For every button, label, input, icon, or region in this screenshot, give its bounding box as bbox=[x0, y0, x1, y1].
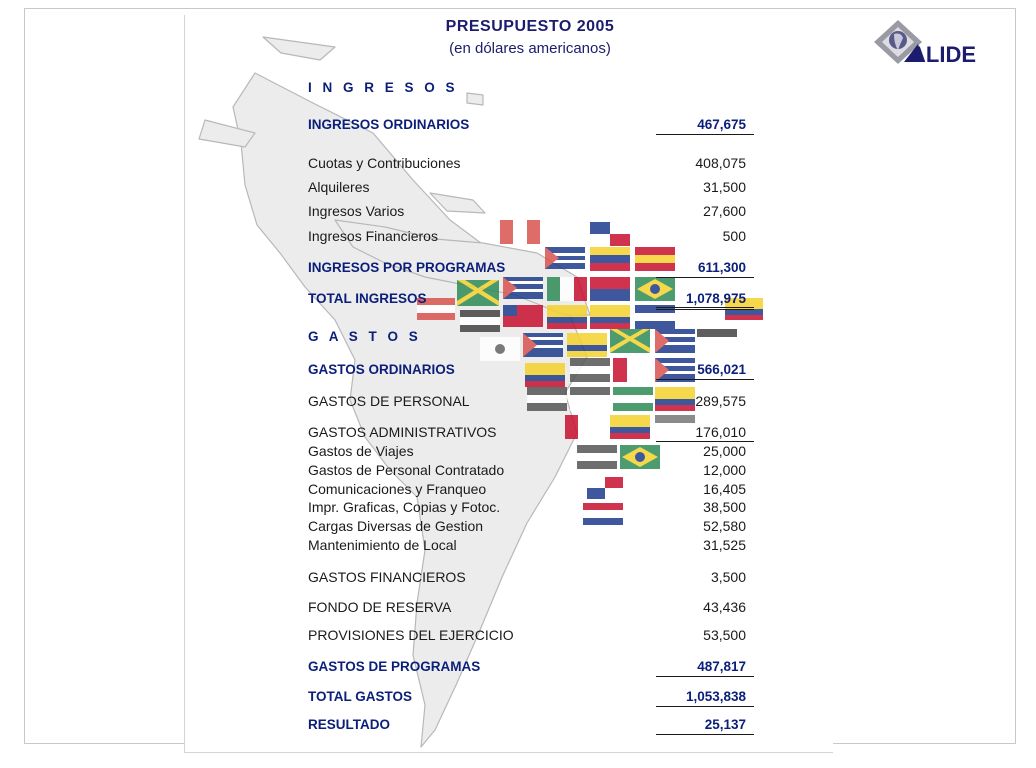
row-value: 25,137 bbox=[704, 717, 746, 732]
row-value: 27,600 bbox=[703, 203, 746, 219]
row-label: G A S T O S bbox=[308, 329, 422, 344]
double-underline bbox=[656, 307, 754, 310]
table-row bbox=[308, 202, 754, 220]
section-ingresos bbox=[308, 79, 754, 97]
row-value: 500 bbox=[722, 228, 746, 244]
row-label: Cuotas y Contribuciones bbox=[308, 155, 461, 171]
alide-logo bbox=[870, 18, 1005, 68]
page-subtitle: (en dólares americanos) bbox=[449, 40, 611, 57]
table-row bbox=[308, 598, 754, 616]
row-value: 611,300 bbox=[697, 260, 746, 275]
row-value: 487,817 bbox=[697, 659, 746, 674]
table-row bbox=[308, 259, 754, 277]
table-row bbox=[308, 536, 754, 554]
table-row bbox=[308, 498, 754, 516]
row-value: 31,525 bbox=[703, 537, 746, 553]
table-row bbox=[308, 626, 754, 644]
table-row bbox=[308, 480, 754, 498]
row-label: GASTOS ORDINARIOS bbox=[308, 362, 455, 377]
row-value: 31,500 bbox=[703, 179, 746, 195]
row-value: 12,000 bbox=[703, 462, 746, 478]
underline bbox=[656, 379, 754, 380]
underline bbox=[656, 706, 754, 707]
row-label: Alquileres bbox=[308, 179, 370, 195]
row-label: Ingresos Financieros bbox=[308, 228, 438, 244]
row-value: 1,053,838 bbox=[685, 689, 746, 704]
row-label: Impr. Graficas, Copias y Fotoc. bbox=[308, 499, 501, 515]
table-row bbox=[308, 154, 754, 172]
table-row bbox=[308, 116, 754, 134]
row-label: Ingresos Varios bbox=[308, 203, 405, 219]
row-label: GASTOS DE PERSONAL bbox=[308, 393, 470, 409]
table-row bbox=[308, 716, 754, 734]
table-row bbox=[308, 423, 754, 441]
table-row bbox=[308, 361, 754, 379]
row-label: TOTAL INGRESOS bbox=[308, 291, 427, 306]
table-row bbox=[308, 442, 754, 460]
underline bbox=[656, 134, 754, 135]
table-row bbox=[308, 568, 754, 586]
row-value: 3,500 bbox=[710, 569, 746, 585]
table-row bbox=[308, 178, 754, 196]
row-value: 176,010 bbox=[695, 424, 746, 440]
row-label: FONDO DE RESERVA bbox=[308, 599, 452, 615]
row-label: Mantenimiento de Local bbox=[308, 537, 457, 553]
row-label: GASTOS ADMINISTRATIVOS bbox=[308, 424, 497, 440]
row-value: 1,078,975 bbox=[685, 291, 746, 306]
table-row bbox=[308, 517, 754, 535]
row-label: Comunicaciones y Franqueo bbox=[308, 481, 487, 497]
table-row bbox=[308, 688, 754, 706]
row-label: INGRESOS POR PROGRAMAS bbox=[308, 260, 506, 275]
row-value: 53,500 bbox=[703, 627, 746, 643]
row-label: INGRESOS ORDINARIOS bbox=[308, 117, 470, 132]
row-value: 52,580 bbox=[703, 518, 746, 534]
row-label: TOTAL GASTOS bbox=[308, 689, 413, 704]
underline bbox=[656, 676, 754, 677]
row-label: PROVISIONES DEL EJERCICIO bbox=[308, 627, 514, 643]
underline bbox=[656, 277, 754, 278]
row-label: RESULTADO bbox=[308, 717, 390, 732]
row-label: GASTOS FINANCIEROS bbox=[308, 569, 466, 585]
row-value: 38,500 bbox=[703, 499, 746, 515]
table-row bbox=[308, 461, 754, 479]
logo-text: ALIDE bbox=[910, 42, 976, 67]
row-value: 16,405 bbox=[703, 481, 746, 497]
row-label: Gastos de Viajes bbox=[308, 443, 414, 459]
row-value: 408,075 bbox=[695, 155, 746, 171]
table-row bbox=[308, 658, 754, 676]
table-row bbox=[308, 392, 754, 410]
budget-document bbox=[184, 15, 833, 753]
row-value: 289,575 bbox=[695, 393, 746, 409]
table-row bbox=[308, 227, 754, 245]
table-row bbox=[308, 290, 754, 308]
page-title: PRESUPUESTO 2005 bbox=[445, 18, 615, 35]
row-label: I N G R E S O S bbox=[308, 80, 459, 95]
section-gastos bbox=[308, 328, 754, 346]
row-value: 467,675 bbox=[697, 117, 746, 132]
row-value: 43,436 bbox=[703, 599, 746, 615]
row-value: 25,000 bbox=[703, 443, 746, 459]
row-label: GASTOS DE PROGRAMAS bbox=[308, 659, 481, 674]
row-label: Cargas Diversas de Gestion bbox=[308, 518, 484, 534]
underline bbox=[656, 734, 754, 735]
row-value: 566,021 bbox=[697, 362, 746, 377]
row-label: Gastos de Personal Contratado bbox=[308, 462, 505, 478]
